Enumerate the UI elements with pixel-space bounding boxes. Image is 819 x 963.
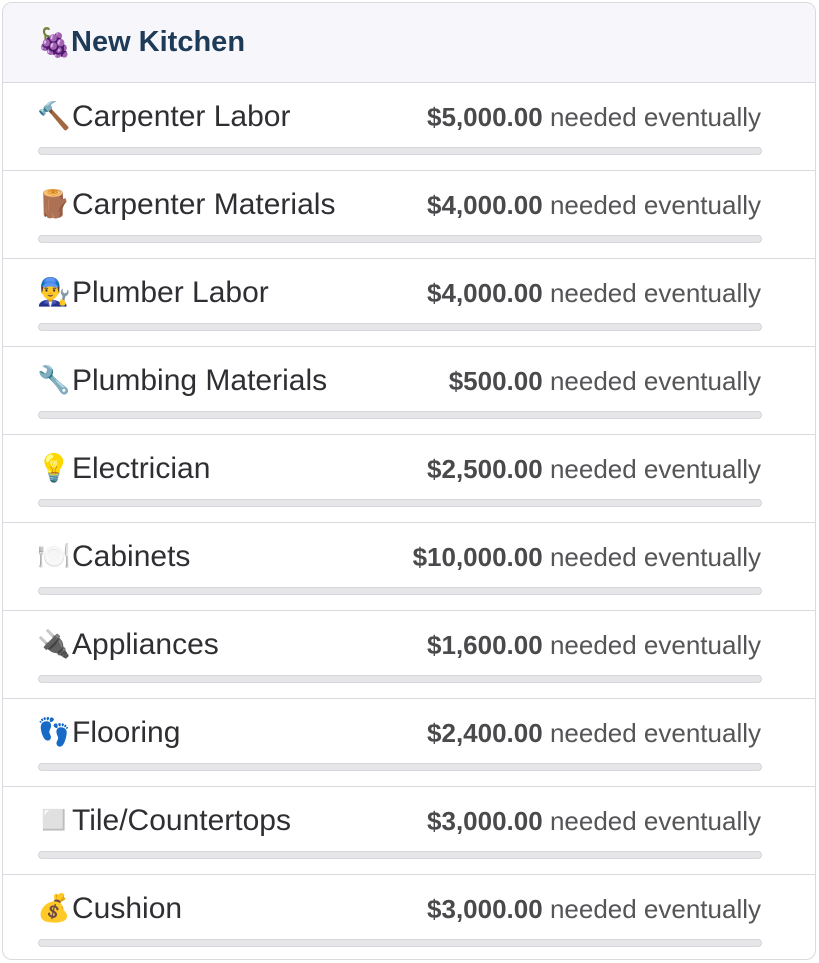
item-target-suffix: needed eventually [549, 454, 761, 484]
progress-bar [38, 235, 762, 243]
progress-bar [38, 939, 762, 947]
progress-bar [38, 851, 762, 859]
item-target-suffix: needed eventually [549, 102, 761, 132]
item-amount: $4,000.00 [427, 190, 543, 220]
hammer-icon: 🔨 [37, 101, 71, 132]
item-name: Electrician [72, 452, 211, 485]
item-target-suffix: needed eventually [549, 894, 761, 924]
item-target [427, 801, 761, 841]
budget-row-cushion[interactable] [3, 875, 815, 960]
item-target-suffix: needed eventually [549, 806, 761, 836]
item-target [427, 713, 761, 753]
item-amount: $1,600.00 [427, 630, 543, 660]
category-title: New Kitchen [71, 26, 246, 58]
budget-row-carpenter-labor[interactable] [3, 83, 815, 171]
budget-row-appliances[interactable] [3, 611, 815, 699]
item-target [427, 625, 761, 665]
item-target-suffix: needed eventually [549, 366, 761, 396]
wrench-icon: 🔧 [37, 365, 71, 396]
progress-bar [38, 323, 762, 331]
item-target-suffix: needed eventually [549, 718, 761, 748]
lightbulb-icon: 💡 [37, 453, 71, 484]
item-name: Tile/Countertops [72, 804, 291, 837]
white-square-icon: ◻️ [37, 805, 71, 836]
item-amount: $500.00 [448, 366, 543, 396]
item-target [427, 185, 761, 225]
wood-icon: 🪵 [37, 189, 71, 220]
item-name: Cabinets [72, 540, 191, 573]
item-target [427, 449, 761, 489]
item-amount: $3,000.00 [427, 806, 543, 836]
item-amount: $2,400.00 [427, 718, 543, 748]
item-target [449, 361, 761, 401]
budget-row-carpenter-materials[interactable] [3, 171, 815, 259]
budget-row-plumbing-materials[interactable] [3, 347, 815, 435]
money-bag-icon: 💰 [37, 893, 71, 924]
progress-bar [38, 147, 762, 155]
item-target [427, 97, 761, 137]
item-name: Carpenter Labor [72, 100, 291, 133]
budget-row-plumber-labor[interactable] [3, 259, 815, 347]
item-amount: $10,000.00 [412, 542, 543, 572]
mechanic-icon: 👨‍🔧 [37, 277, 71, 308]
category-header[interactable] [3, 3, 815, 83]
progress-bar [38, 763, 762, 771]
item-target-suffix: needed eventually [549, 630, 761, 660]
item-target [427, 273, 761, 313]
item-amount: $5,000.00 [427, 102, 543, 132]
budget-row-tile-countertops[interactable] [3, 787, 815, 875]
plug-icon: 🔌 [37, 629, 71, 660]
item-name: Appliances [72, 628, 219, 661]
item-amount: $4,000.00 [427, 278, 543, 308]
item-name: Plumber Labor [72, 276, 269, 309]
progress-bar [38, 587, 762, 595]
item-amount: $3,000.00 [427, 894, 543, 924]
progress-bar [38, 675, 762, 683]
item-name: Plumbing Materials [72, 364, 328, 397]
item-target-suffix: needed eventually [549, 190, 761, 220]
item-target [427, 889, 761, 929]
grapes-icon: 🍇 [37, 26, 72, 59]
budget-row-electrician[interactable] [3, 435, 815, 523]
item-name: Flooring [72, 716, 181, 749]
item-name: Cushion [72, 892, 183, 925]
progress-bar [38, 411, 762, 419]
budget-card [2, 2, 816, 960]
item-name: Carpenter Materials [72, 188, 336, 221]
plate-icon: 🍽️ [37, 541, 71, 572]
item-target [413, 537, 761, 577]
progress-bar [38, 499, 762, 507]
footprints-icon: 👣 [37, 717, 71, 748]
item-amount: $2,500.00 [427, 454, 543, 484]
budget-row-flooring[interactable] [3, 699, 815, 787]
item-target-suffix: needed eventually [549, 278, 761, 308]
budget-row-cabinets[interactable] [3, 523, 815, 611]
item-target-suffix: needed eventually [549, 542, 761, 572]
